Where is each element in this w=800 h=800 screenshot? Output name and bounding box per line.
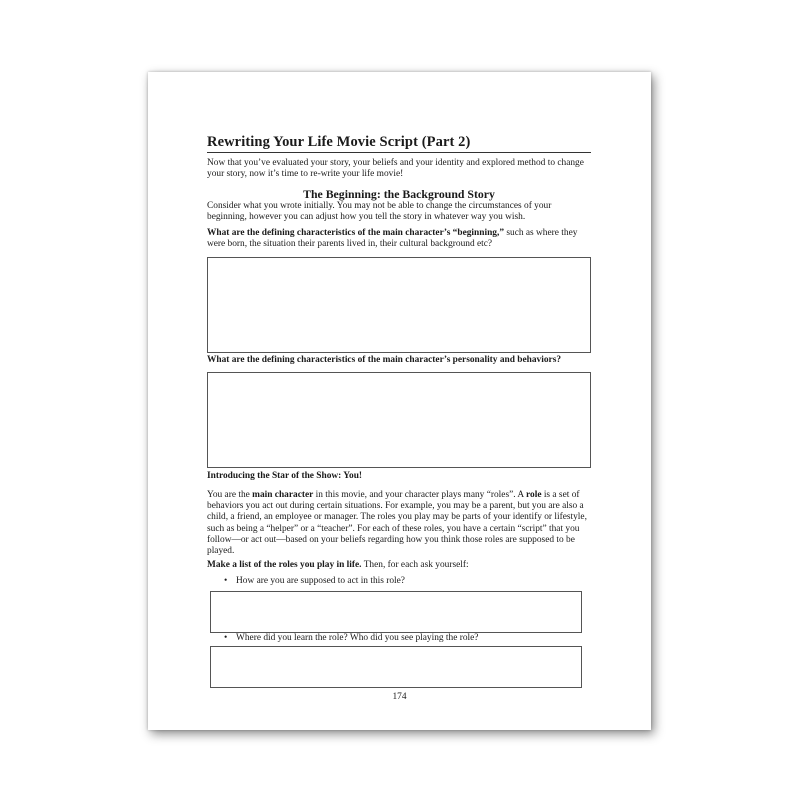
question-beginning-bold: What are the defining characteristics of the main character’s “beginning,”	[207, 228, 505, 238]
answer-box-personality[interactable]	[207, 372, 591, 468]
list-instruction-rest: Then, for each ask yourself:	[361, 560, 469, 570]
question-personality-text: What are the defining characteristics of the main character’s personality and behaviors?	[207, 355, 562, 365]
list-instruction-bold: Make a list of the roles you play in life.	[207, 560, 362, 570]
roles-text-1: You are the	[207, 490, 253, 500]
section-heading: The Beginning: the Background Story	[303, 187, 495, 201]
bullet-icon: •	[224, 633, 228, 643]
page-number: 174	[392, 692, 407, 702]
bullet-item-act	[224, 576, 405, 587]
answer-box-learn[interactable]	[210, 646, 582, 688]
list-instruction	[207, 560, 593, 571]
answer-box-act[interactable]	[210, 591, 582, 633]
question-personality	[207, 355, 593, 366]
roles-text-3: is a set of behaviors you act out during certain situations. For example, you may be a parent, but you are also a child, a friend, an employee or manager. The roles you play may be parts of your identify or lifestyle, such as being a “helper” or a “teacher”. For each of these roles, you have a certain “script” that you follow—or act out—based on your beliefs regarding how you think those roles are supposed to be played.	[207, 490, 587, 557]
answer-box-beginning[interactable]	[207, 257, 591, 353]
bullet-icon: •	[224, 576, 228, 586]
star-heading	[207, 471, 593, 482]
roles-bold-role: role	[526, 490, 542, 500]
roles-text-2: in this movie, and your character plays many “roles”. A	[313, 490, 527, 500]
bullet-learn-text: Where did you learn the role? Who did you see playing the role?	[236, 633, 479, 643]
page-title: Rewriting Your Life Movie Script (Part 2)	[207, 134, 471, 150]
document-page	[148, 72, 651, 730]
question-beginning-rest: such as where they were born, the situation their parents lived in, their cultural background etc?	[207, 228, 578, 250]
consider-paragraph: Consider what you wrote initially. You may not be able to change the circumstances of your beginning, however you can adjust how you tell the story in whatever way you wish.	[207, 201, 552, 223]
title-underline	[207, 152, 591, 153]
bullet-item-learn	[224, 633, 478, 644]
roles-bold-main-character: main character	[252, 490, 314, 500]
roles-paragraph	[207, 490, 593, 557]
question-beginning	[207, 228, 593, 250]
star-heading-text: Introducing the Star of the Show: You!	[207, 471, 363, 481]
intro-paragraph: Now that you’ve evaluated your story, your beliefs and your identity and explored method to change your story, now it’s time to re-write your life movie!	[207, 158, 584, 180]
bullet-act-text: How are you are supposed to act in this role?	[236, 576, 405, 586]
